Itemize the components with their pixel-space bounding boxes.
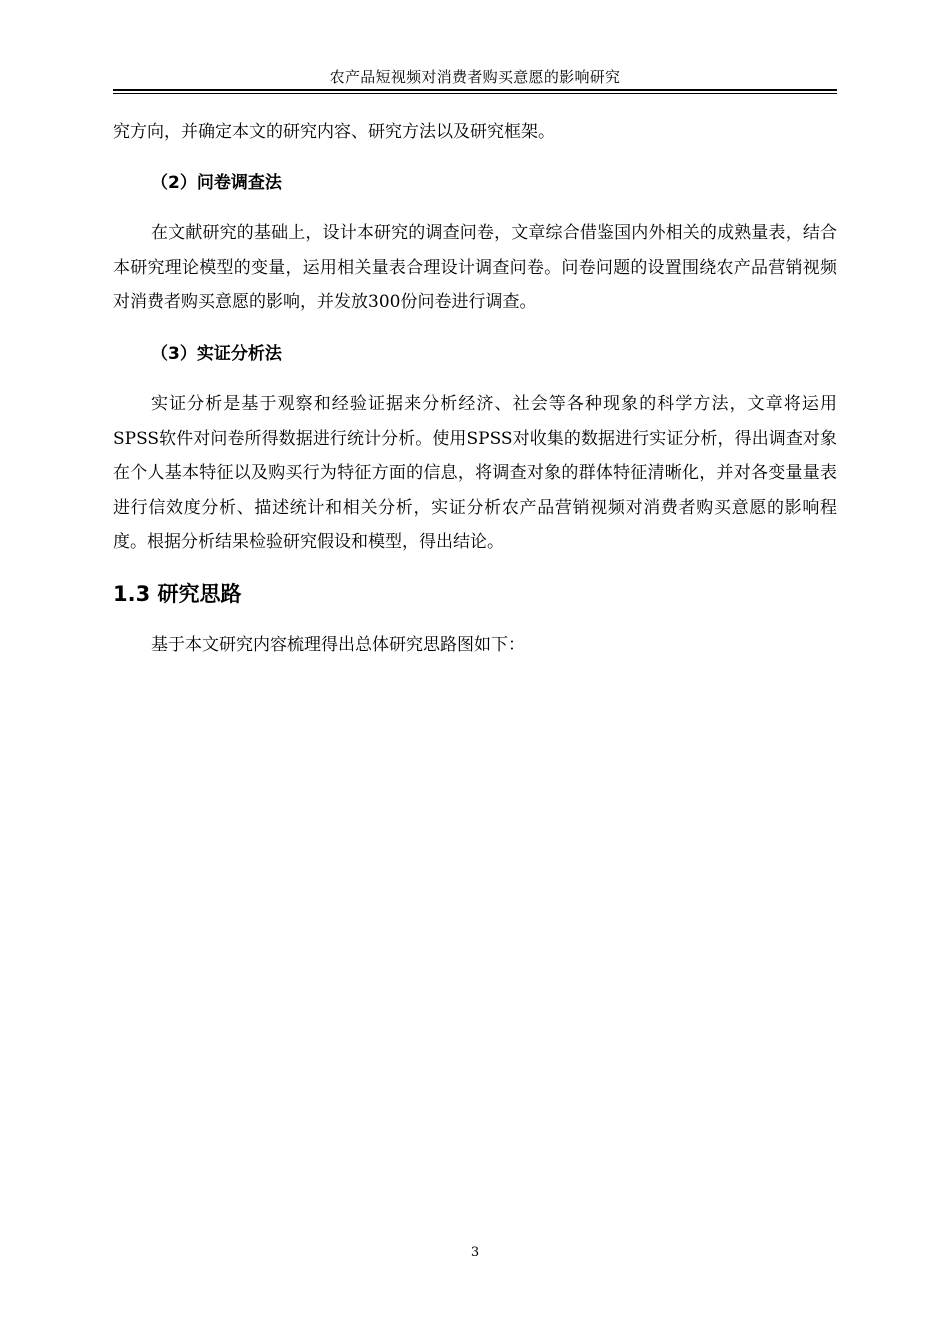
method-2-heading: （2）问卷调查法 bbox=[151, 173, 282, 193]
method-3-heading: （3）实证分析法 bbox=[151, 344, 282, 364]
running-header: 农产品短视频对消费者购买意愿的影响研究 bbox=[329, 68, 621, 86]
method-3-paragraph: 实证分析是基于观察和经验证据来分析经济、社会等各种现象的科学方法，文章将运用SPSS软件对问卷所得数据进行统计分析。使用SPSS对收集的数据进行实证分析，得出调查对象在个人基本特征以及购买行为特征方面的信息，将调查对象的群体特征清晰化，并对各变量量表进行信效度分析、描述统计和相关分析，实证分析农产品营销视频对消费者购买意愿的影响程度。根据分析结果检验研究假设和模型，得出结论。 bbox=[113, 394, 837, 552]
section-title-1-3: 1.3 研究思路 bbox=[113, 582, 242, 606]
header-rule-thin bbox=[113, 93, 837, 94]
header-rule-thick bbox=[113, 89, 837, 91]
method-2-paragraph: 在文献研究的基础上，设计本研究的调查问卷，文章综合借鉴国内外相关的成熟量表，结合本研究理论模型的变量，运用相关量表合理设计调查问卷。问卷问题的设置围绕农产品营销视频对消费者购买意愿的影响，并发放300份问卷进行调查。 bbox=[113, 223, 837, 312]
intro-continuation-paragraph: 究方向，并确定本文的研究内容、研究方法以及研究框架。 bbox=[113, 122, 555, 142]
page-number: 3 bbox=[470, 1245, 480, 1260]
section-1-3-paragraph: 基于本文研究内容梳理得出总体研究思路图如下： bbox=[151, 635, 525, 655]
